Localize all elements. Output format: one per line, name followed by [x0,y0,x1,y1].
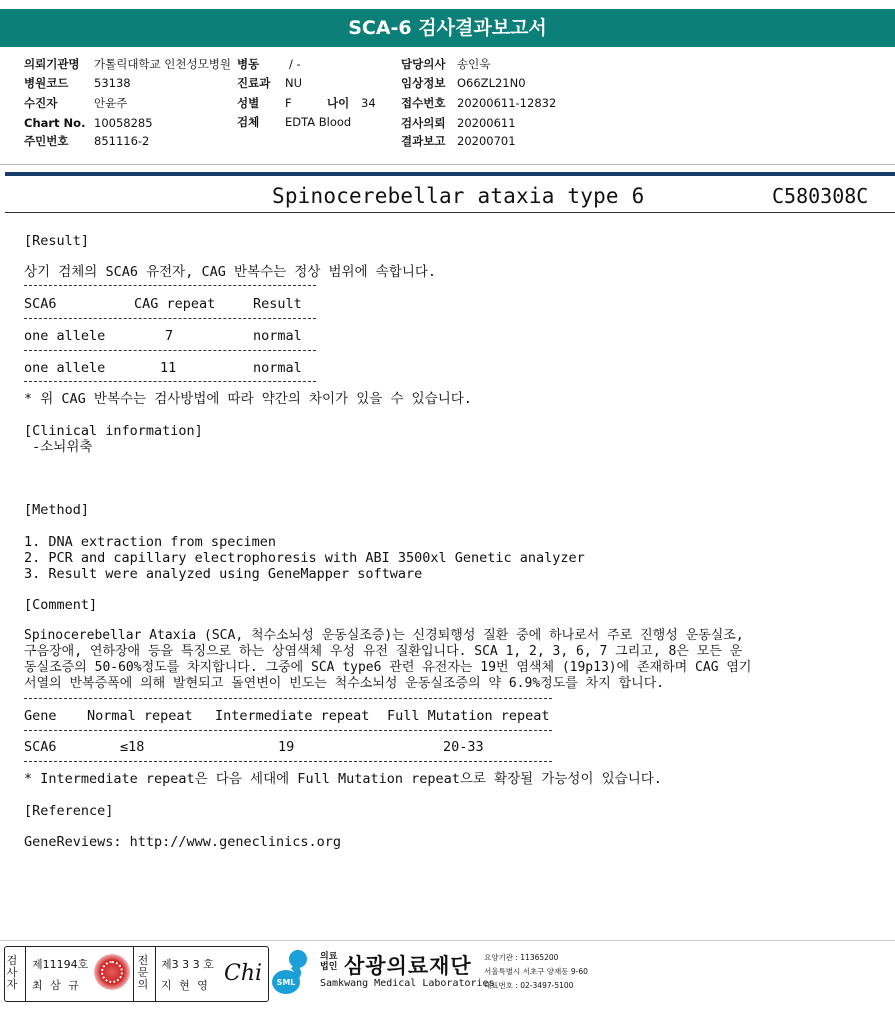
hdr-id-no: 주민번호 851116-2 [24,134,150,148]
result-note: * 위 CAG 반복수는 검사방법에 따라 약간의 차이가 있을 수 있습니다. [24,391,472,407]
table-cell: normal [253,328,302,344]
org-info-line: 대표번호 : 02-3497-5100 [484,981,574,990]
table-cell: SCA6 [24,739,57,755]
comment-line: 구음장애, 연하장애 등을 특징으로 하는 상염색체 우성 유전 질환입니다. SCA 1, 2, 3, 6, 7 그리고, 8은 모든 운 [24,644,743,659]
divider [24,318,316,319]
result-heading: [Result] [24,233,90,249]
hdr-institution: 의뢰기관명 가톨릭대학교 인천성모병원 [24,57,231,71]
comment-line: 서열의 반복증폭에 의해 발현되고 돌연변이 빈도는 척수소뇌성 운동실조증의 약 6.9%정도를 차지 합니다. [24,676,665,691]
table-cell: 11 [160,360,177,376]
footer-divider [0,940,895,941]
table-header-cell: SCA6 [24,296,57,312]
org-name-kr: 삼광의료재단 [344,954,472,978]
table-header-cell: Intermediate repeat [215,708,370,724]
result-summary: 상기 검체의 SCA6 유전자, CAG 반복수는 정상 범위에 속합니다. [24,264,437,280]
hdr-doctor: 담당의사 송인욱 [401,57,491,71]
comment-line: 동실조증의 50-60%정도를 차지합니다. 그중에 SCA type6 관련 유전자는 19번 염색체 (19p13)에 존재하며 CAG 염기 [24,660,752,675]
divider [155,946,156,1001]
specialist-license-no: 제3 3 3 호 [161,958,214,971]
examiner-license-no: 제11194호 [32,958,89,971]
examiner-name: 최 삼 규 [32,979,81,992]
section-rule [5,172,895,176]
org-info-line: 요양기관 : 11365200 [484,953,559,962]
reference-text: GeneReviews: http://www.geneclinics.org [24,834,341,850]
method-step: 1. DNA extraction from specimen [24,534,276,550]
hdr-hospital-code: 병원코드 53138 [24,76,131,90]
comment-heading: [Comment] [24,597,98,613]
hdr-specimen: 검체 EDTA Blood [237,115,352,129]
table-header-cell: Result [253,296,302,312]
method-step: 3. Result were analyzed using GeneMapper software [24,566,423,582]
hdr-clinical-info: 임상정보 O66ZL21N0 [401,76,526,90]
divider [24,285,316,286]
divider [24,730,552,731]
document-code: C580308C [772,184,869,208]
hdr-patient: 수진자 안윤주 [24,96,128,110]
table-header-cell: Gene [24,708,57,724]
specialist-title: 전문의 [137,954,149,991]
logo-text: SML [276,978,296,987]
divider [133,946,134,1001]
comment-note: * Intermediate repeat은 다음 세대에 Full Mutation repeat으로 확장될 가능성이 있습니다. [24,771,662,787]
table-header-cell: CAG repeat [134,296,216,312]
table-cell: one allele [24,360,106,376]
hdr-request-date: 검사의뢰 20200611 [401,116,516,130]
specialist-name: 지 현 영 [161,979,210,992]
report-title: SCA-6 검사결과보고서 [348,17,547,39]
report-title-bar [0,9,895,47]
clinical-text: -소뇌위축 [24,439,93,455]
hdr-chart-no: Chart No. 10058285 [24,116,153,130]
document-title: Spinocerebellar ataxia type 6 [272,184,645,208]
title-underline [5,212,895,213]
table-cell: one allele [24,328,106,344]
hdr-age: 나이 34 [327,96,376,110]
reference-heading: [Reference] [24,803,114,819]
table-cell: 20-33 [443,739,484,755]
seal-stamp [94,954,130,990]
header-divider [0,164,895,165]
org-type: 의료 법인 [320,952,338,972]
divider [24,381,316,382]
hdr-ward: 병동 / - [237,57,301,71]
hdr-department: 진료과 NU [237,76,303,90]
table-cell: normal [253,360,302,376]
org-info-line: 서울특별시 서초구 양재동 9-60 [484,967,588,976]
table-header-cell: Full Mutation repeat [387,708,550,724]
method-step: 2. PCR and capillary electrophoresis with ABI 3500xl Genetic analyzer [24,550,585,566]
table-cell: 19 [278,739,295,755]
hdr-sex: 성별 F [237,96,292,110]
hdr-report-date: 결과보고 20200701 [401,134,516,148]
comment-line: Spinocerebellar Ataxia (SCA, 척수소뇌성 운동실조증)는 신경퇴행성 질환 중에 하나로서 주로 진행성 운동실조, [24,628,744,643]
sml-logo-icon [271,948,317,996]
divider [25,946,26,1001]
divider [24,350,316,351]
table-header-cell: Normal repeat [87,708,193,724]
hdr-receipt-no: 접수번호 20200611-12832 [401,96,557,110]
table-cell: ≤18 [120,739,145,755]
examiner-title: 검사자 [6,954,18,991]
table-cell: 7 [165,328,174,344]
org-name-en: Samkwang Medical Laboratories [320,978,495,989]
signature: Chi [224,961,263,986]
divider [24,761,552,762]
divider [24,698,552,699]
method-heading: [Method] [24,502,90,518]
clinical-heading: [Clinical information] [24,423,203,439]
